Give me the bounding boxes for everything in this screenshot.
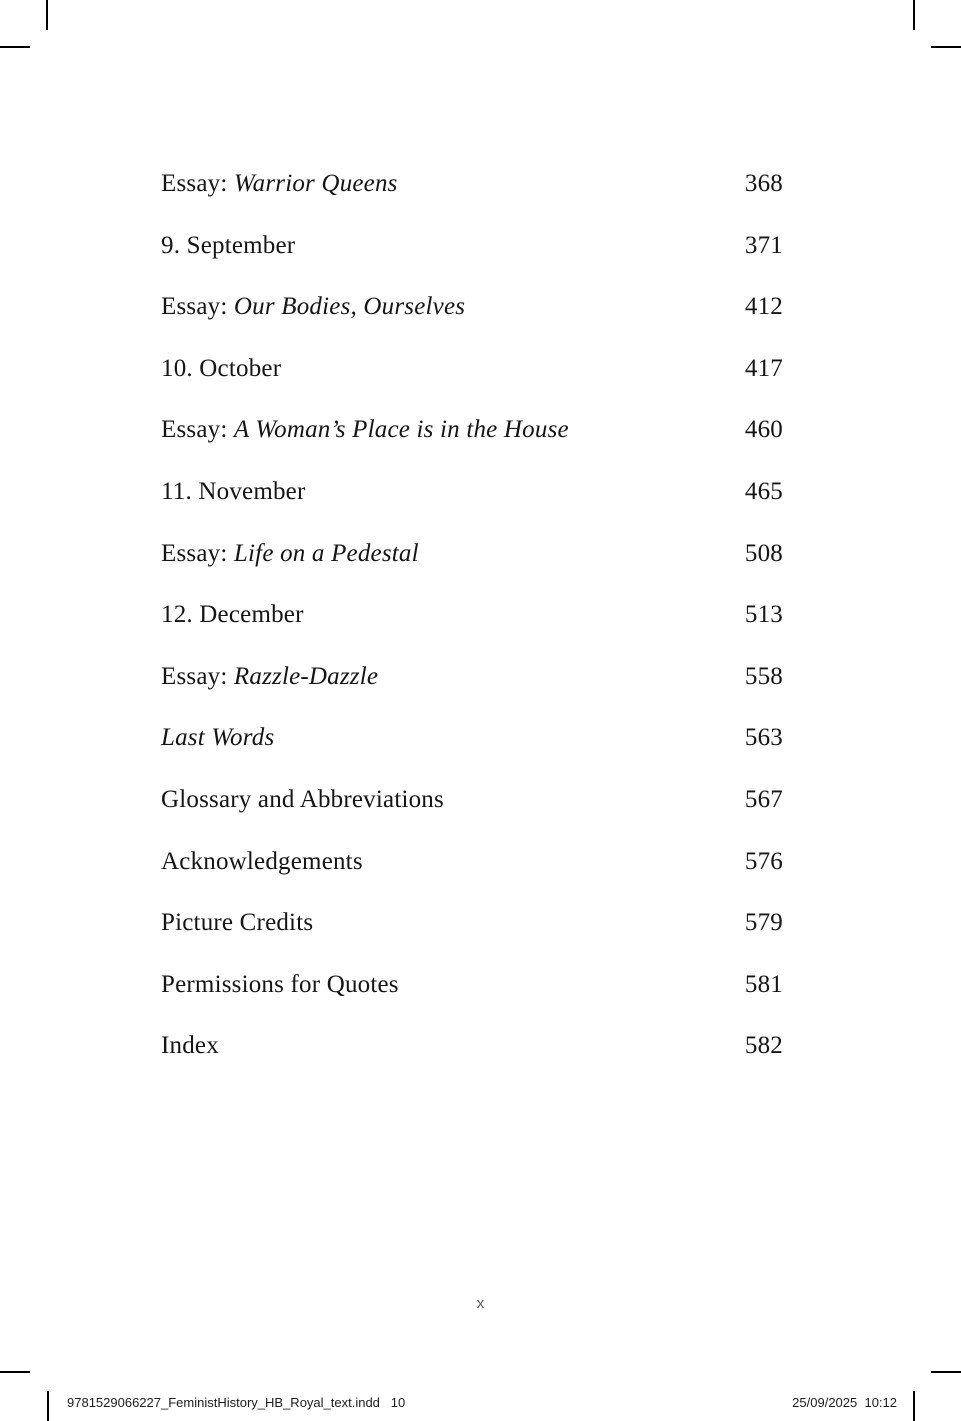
crop-mark-top-right-vertical <box>913 0 915 30</box>
toc-entry <box>161 784 783 846</box>
footer-timestamp: 25/09/2025 10:12 <box>792 1395 897 1410</box>
toc-entry-page-number: 582 <box>744 1032 783 1060</box>
toc-entry <box>161 599 783 661</box>
toc-entry-label <box>161 846 363 877</box>
toc-entry-page-number: 508 <box>744 539 783 567</box>
toc-entry-label <box>161 661 378 692</box>
crop-mark-top-right-horizontal <box>931 46 961 48</box>
toc-entry-label <box>161 168 398 199</box>
toc-entry <box>161 168 783 230</box>
toc-entry-prefix: 10. October <box>161 354 282 382</box>
toc-entry-page-number: 460 <box>744 416 783 444</box>
toc-entry-title: Our Bodies, Ourselves <box>233 293 466 321</box>
toc-entry-page-number: 558 <box>744 662 783 690</box>
toc-entry-page-number: 579 <box>744 909 783 937</box>
toc-entry-prefix: Essay: <box>161 293 234 321</box>
toc-entry-prefix: 9. September <box>161 231 296 259</box>
crop-mark-bottom-right-vertical <box>913 1391 915 1421</box>
toc-entry-label <box>161 414 569 445</box>
toc-entry-title: Life on a Pedestal <box>233 539 419 567</box>
toc-entry-page-number: 465 <box>744 477 783 505</box>
toc-entry-prefix: Picture Credits <box>161 909 314 937</box>
toc-entry-label <box>161 476 306 507</box>
crop-mark-top-left-vertical <box>46 0 48 30</box>
toc-entry-page-number: 371 <box>744 231 783 259</box>
table-of-contents <box>161 168 783 1092</box>
toc-entry <box>161 722 783 784</box>
toc-entry-label <box>161 599 304 630</box>
toc-entry-title: Last Words <box>161 724 275 752</box>
toc-entry-prefix: 11. November <box>161 477 306 505</box>
toc-entry-page-number: 417 <box>744 354 783 382</box>
toc-entry-prefix: Essay: <box>161 170 234 197</box>
toc-entry-label <box>161 538 419 569</box>
toc-entry <box>161 969 783 1031</box>
toc-entry-page-number: 576 <box>744 847 783 875</box>
toc-entry-label <box>161 722 274 753</box>
toc-entry <box>161 476 783 538</box>
toc-entry-prefix: Index <box>161 1032 219 1060</box>
toc-entry-label <box>161 291 465 322</box>
toc-entry <box>161 353 783 415</box>
crop-mark-bottom-right-horizontal <box>931 1371 961 1373</box>
toc-entry-title: Warrior Queens <box>233 170 398 197</box>
toc-entry-label <box>161 784 444 815</box>
toc-entry-label <box>161 907 313 938</box>
toc-entry-title: Razzle-Dazzle <box>233 662 379 690</box>
crop-mark-top-left-horizontal <box>0 46 30 48</box>
toc-entry <box>161 846 783 908</box>
toc-entry-prefix: 12. December <box>161 601 304 629</box>
crop-mark-bottom-left-horizontal <box>0 1371 30 1373</box>
toc-entry <box>161 414 783 476</box>
toc-entry-label <box>161 230 295 261</box>
footer-file-slug: 9781529066227_FeministHistory_HB_Royal_text.indd 10 <box>67 1395 406 1410</box>
toc-entry-prefix: Glossary and Abbreviations <box>161 785 444 813</box>
toc-entry-page-number: 563 <box>744 724 783 752</box>
toc-entry-label <box>161 353 281 384</box>
toc-entry-prefix: Essay: <box>161 416 234 444</box>
toc-entry-label <box>161 969 399 1000</box>
toc-entry-page-number: 513 <box>744 601 783 629</box>
toc-entry-page-number: 412 <box>744 293 783 321</box>
toc-entry-title: A Woman’s Place is in the House <box>233 416 569 444</box>
toc-entry-prefix: Essay: <box>161 662 234 690</box>
toc-entry-prefix: Essay: <box>161 539 234 567</box>
toc-entry <box>161 907 783 969</box>
toc-entry-page-number: 567 <box>744 785 783 813</box>
crop-mark-bottom-left-vertical <box>47 1391 49 1421</box>
toc-entry-page-number: 368 <box>744 170 783 197</box>
toc-entry <box>161 230 783 292</box>
toc-entry <box>161 538 783 600</box>
toc-entry-page-number: 581 <box>744 970 783 998</box>
toc-entry-prefix: Acknowledgements <box>161 847 363 875</box>
toc-entry-label <box>161 1030 219 1061</box>
toc-entry <box>161 1030 783 1092</box>
toc-entry <box>161 661 783 723</box>
page-folio: x <box>476 1295 485 1312</box>
toc-entry <box>161 291 783 353</box>
toc-entry-prefix: Permissions for Quotes <box>161 970 399 998</box>
